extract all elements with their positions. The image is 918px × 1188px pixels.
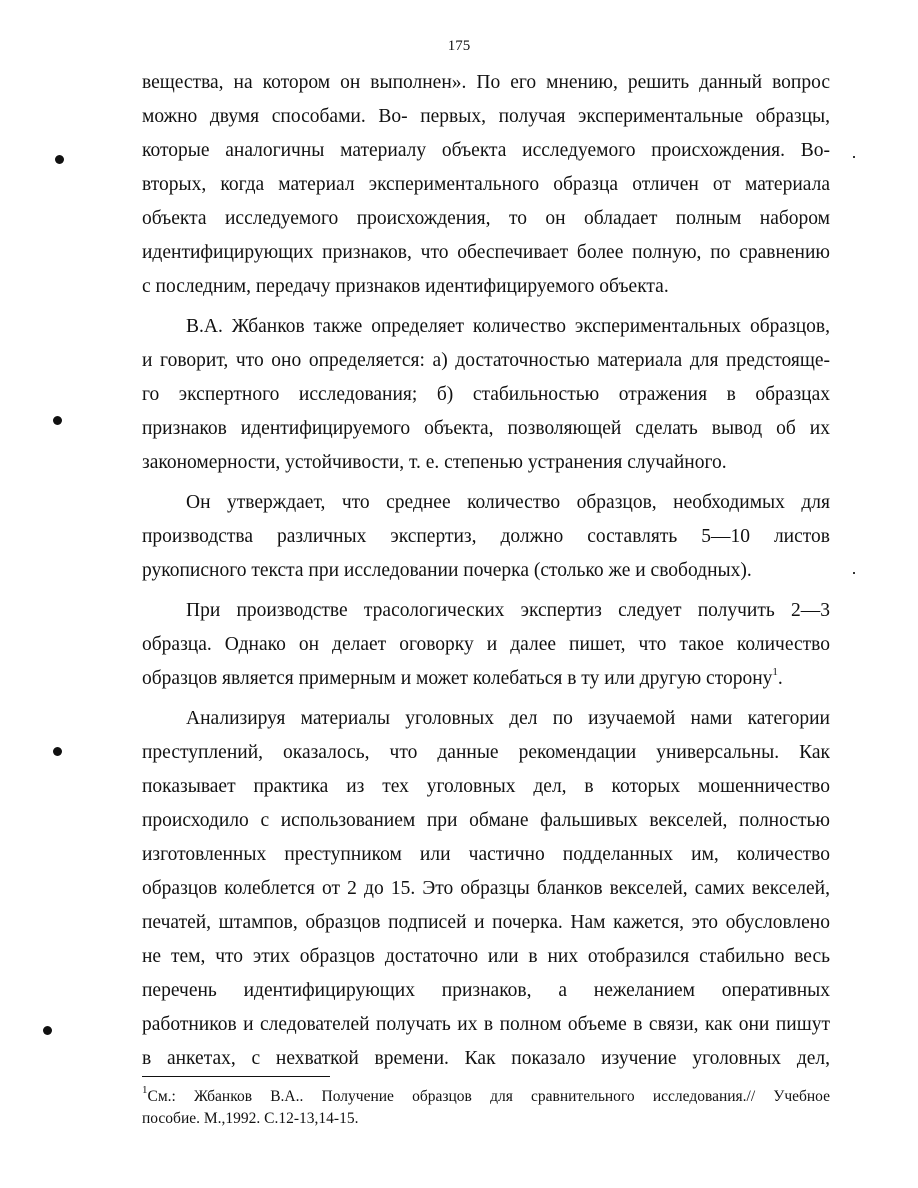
footnote	[142, 1083, 830, 1130]
text-line: которые аналогичны материалу объекта исследуемого происхождения. Во-	[142, 140, 830, 161]
text-line: в анкетах, с нехваткой времени. Как показало изучение уголовных дел,	[142, 1048, 830, 1069]
text-line-content: образцов является примерным и может колебаться в ту или другую сторону	[142, 668, 773, 689]
text-line: изготовленных преступником или частично подделанных им, количество	[142, 844, 830, 865]
text-line: происходило с использованием при обмане фальшивых векселей, полностью	[142, 810, 830, 831]
body-text	[142, 66, 830, 1076]
paragraph-2	[142, 310, 830, 480]
footnote-text: См.: Жбанков В.А.. Получение образцов для сравнительного исследования.// Учебное	[147, 1088, 830, 1105]
text-line: образцов колеблется от 2 до 15. Это образцы бланков векселей, самих векселей,	[142, 878, 830, 899]
text-line: закономерности, устойчивости, т. е. степенью устранения случайного.	[142, 452, 727, 473]
binder-hole-mark	[55, 155, 64, 164]
page-number: 175	[447, 38, 471, 54]
paragraph-5	[142, 702, 830, 1076]
text-line: можно двумя способами. Во- первых, получая экспериментальные образцы,	[142, 106, 830, 127]
binder-hole-mark	[53, 747, 62, 756]
text-line: производства различных экспертиз, должно составлять 5—10 листов	[142, 526, 830, 547]
text-line: не тем, что этих образцов достаточно или в них отобразился стабильно весь	[142, 946, 830, 967]
text-line: показывает практика из тех уголовных дел, в которых мошенничество	[142, 776, 830, 797]
text-line	[142, 662, 830, 696]
text-line: Анализируя материалы уголовных дел по изучаемой нами категории	[186, 708, 830, 729]
footnote-reference[interactable]: 1	[772, 665, 778, 678]
text-line: рукописного текста при исследовании почерка (столько же и свободных).	[142, 560, 752, 581]
footnote-divider	[142, 1076, 330, 1077]
footnote-mark: 1	[142, 1083, 148, 1096]
text-line: вещества, на котором он выполнен». По его мнению, решить данный вопрос	[142, 72, 830, 93]
text-line: Он утверждает, что среднее количество образцов, необходимых для	[186, 492, 830, 513]
paragraph-1	[142, 66, 830, 304]
text-line: перечень идентифицирующих признаков, а нежеланием оперативных	[142, 980, 830, 1001]
text-line: печатей, штампов, образцов подписей и почерка. Нам кажется, это обусловлено	[142, 912, 830, 933]
text-line: работников и следователей получать их в полном объеме в связи, как они пишут	[142, 1014, 830, 1035]
text-line: признаков идентифицируемого объекта, позволяющей сделать вывод об их	[142, 418, 830, 439]
binder-hole-mark	[53, 416, 62, 425]
text-line: объекта исследуемого происхождения, то он обладает полным набором	[142, 208, 830, 229]
footnote-line: пособие. М.,1992. С.12-13,14-15.	[142, 1110, 359, 1127]
text-line: вторых, когда материал экспериментального образца отличен от материала	[142, 174, 830, 195]
text-line: В.А. Жбанков также определяет количество экспериментальных образцов,	[186, 316, 830, 337]
scan-speck	[853, 572, 855, 574]
text-line: идентифицирующих признаков, что обеспечивает более полную, по сравнению	[142, 242, 830, 263]
paragraph-3	[142, 486, 830, 588]
footnote-line	[142, 1083, 830, 1108]
text-line: го экспертного исследования; б) стабильностью отражения в образцах	[142, 384, 830, 405]
text-line: образца. Однако он делает оговорку и далее пишет, что такое количество	[142, 634, 830, 655]
binder-hole-mark	[43, 1026, 52, 1035]
text-line: с последним, передачу признаков идентифицируемого объекта.	[142, 276, 669, 297]
text-line: При производстве трасологических экспертиз следует получить 2—3	[186, 600, 830, 621]
scan-speck	[853, 156, 855, 158]
text-line: преступлений, оказалось, что данные рекомендации универсальны. Как	[142, 742, 830, 763]
paragraph-4	[142, 594, 830, 696]
text-line: и говорит, что оно определяется: а) достаточностью материала для предстояще-	[142, 350, 830, 371]
end-punctuation: .	[777, 668, 783, 689]
